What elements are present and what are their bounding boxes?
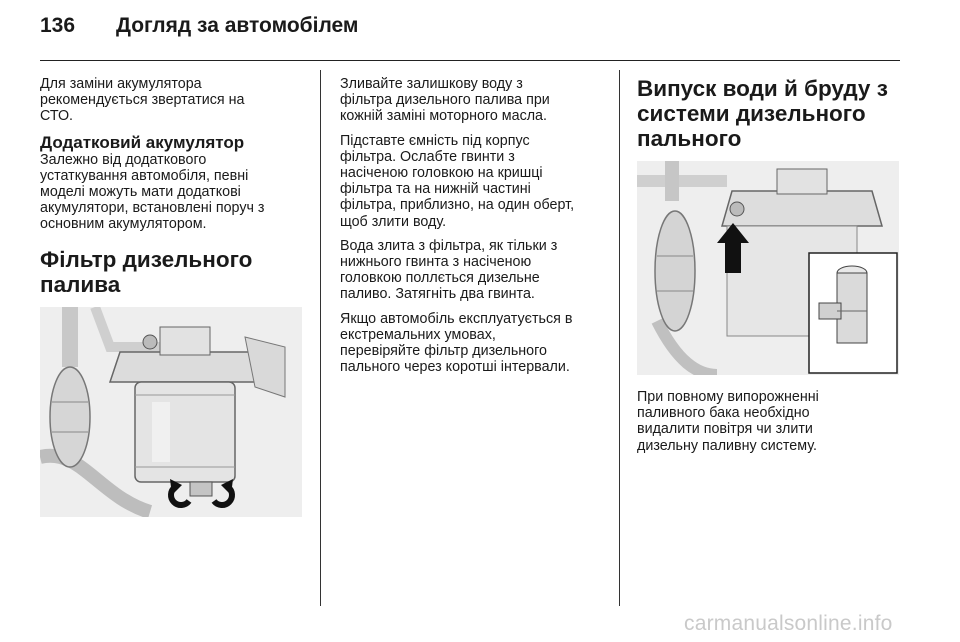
column-2 xyxy=(340,76,610,383)
additional-battery-text: Залежно від додаткового устаткування автомобіля, певні моделі можуть мати додаткові акумулятори, встановлені поруч з основним акумулятором. xyxy=(40,151,265,233)
loosen-screws-paragraph: Підставте ємність під корпус фільтра. Ослабте гвинти з насіченою головкою на кришці фільтра та на нижній частині фільтра, приблизно, на один оберт, щоб злити воду. xyxy=(340,132,575,230)
column-3 xyxy=(637,76,900,462)
fuel-system-text: При повному випорожненні паливного бака необхідно видалити повітря чи злити дизельну паливну систему. xyxy=(637,389,819,454)
water-drain-illustration xyxy=(637,161,899,375)
battery-intro-text: Для заміни акумулятора рекомендується звертатися на СТО. xyxy=(40,76,245,125)
fuel-filter-illustration xyxy=(40,307,302,517)
extreme-conditions-paragraph: Якщо автомобіль експлуатується в екстремальних умовах, перевіряйте фільтр дизельного пального через коротші інтервали. xyxy=(340,310,573,376)
column-divider-2 xyxy=(619,70,620,606)
watermark: carmanualsonline.info xyxy=(684,612,893,635)
drain-water-dirt-heading: Випуск води й бруду з системи дизельного пального xyxy=(637,76,888,151)
header-rule xyxy=(40,60,900,61)
page-number: 136 xyxy=(40,14,76,37)
column-divider-1 xyxy=(320,70,321,606)
page-header xyxy=(40,14,358,44)
tighten-screws-paragraph: Вода злита з фільтра, як тільки з нижнього гвинта з насіченою головкою поллється дизельне паливо. Затягніть два гвинта. xyxy=(340,237,558,303)
column-1 xyxy=(40,76,308,517)
chapter-title: Догляд за автомобілем xyxy=(116,14,359,37)
fuel-filter-heading: Фільтр дизельного палива xyxy=(40,246,253,297)
additional-battery-heading: Додатковий акумулятор xyxy=(40,132,245,152)
drain-water-paragraph: Зливайте залишкову воду з фільтра дизельного палива при кожній заміні моторного масла. xyxy=(340,76,550,125)
